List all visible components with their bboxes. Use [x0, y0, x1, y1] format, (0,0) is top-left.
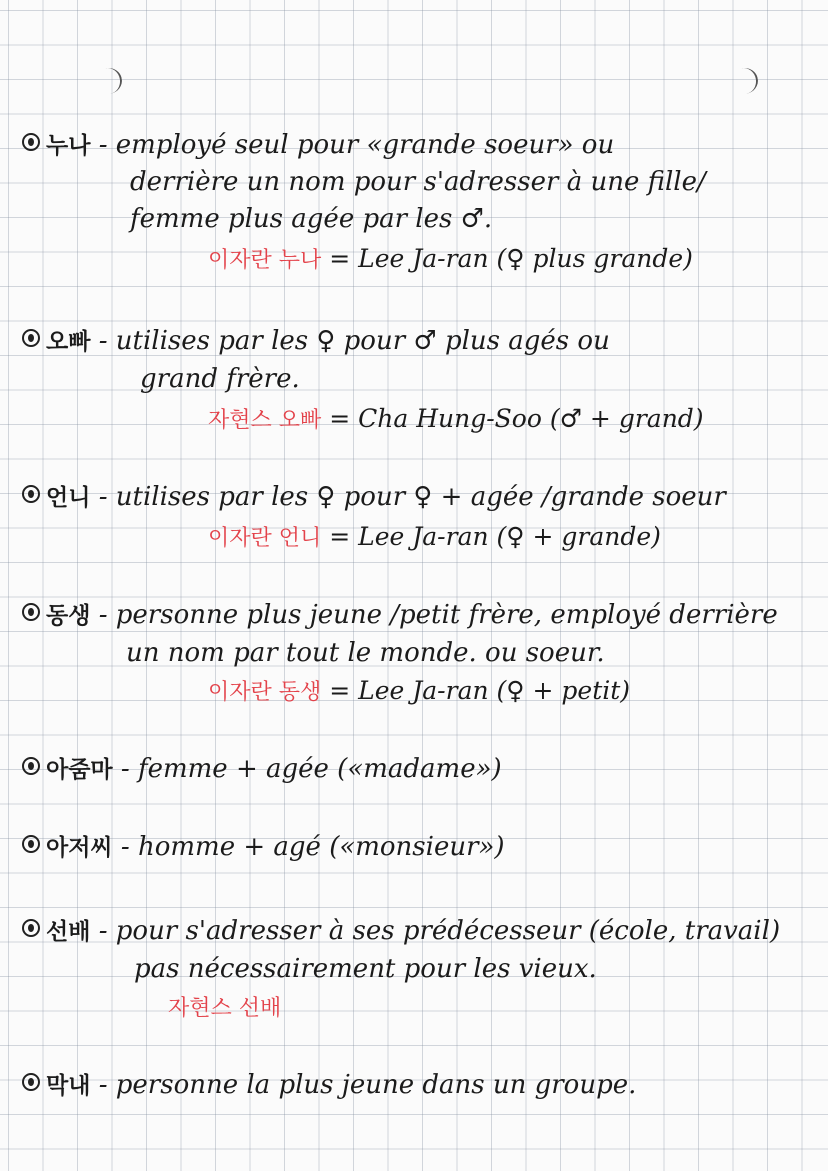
entry-line: employé seul pour «grande soeur» ou — [115, 130, 615, 160]
bullet-icon — [22, 485, 40, 503]
entry-term: 동생 — [46, 603, 91, 629]
bullet-icon — [22, 133, 40, 151]
entry-term: 선배 — [46, 919, 91, 945]
bullet-icon — [22, 919, 40, 937]
entry-line: personne plus jeune /petit frère, employé derrière — [115, 600, 778, 630]
entry-line: grand frère. — [140, 364, 300, 394]
bullet-icon — [22, 757, 40, 775]
example-translation: = Cha Hung-Soo (♂ + grand) — [329, 404, 704, 433]
entry-example — [208, 402, 704, 438]
example-korean: 이자란 언니 — [208, 526, 322, 551]
entry-example — [208, 520, 661, 556]
punch-hole-right — [728, 66, 760, 96]
entry-example — [168, 990, 281, 1026]
entry-term: 언니 — [46, 485, 91, 511]
bullet-icon — [22, 1073, 40, 1091]
entry-term: 막내 — [46, 1073, 91, 1099]
entry-line: un nom par tout le monde. ou soeur. — [126, 638, 605, 668]
entry-term: 아줌마 — [46, 757, 113, 783]
example-translation: = Lee Ja-ran (♀ + petit) — [329, 676, 631, 705]
entry-line: pas nécessairement pour les vieux. — [134, 954, 597, 984]
entry-line: personne la plus jeune dans un groupe. — [115, 1070, 637, 1100]
entry-example — [208, 242, 693, 278]
entry-line: femme + agée («madame») — [137, 754, 502, 784]
example-korean: 자현스 선배 — [168, 996, 282, 1021]
entry-line: femme plus agée par les ♂. — [130, 204, 493, 234]
bullet-icon — [22, 835, 40, 853]
bullet-icon — [22, 603, 40, 621]
example-korean: 이자란 동생 — [208, 680, 322, 705]
entry-example — [208, 674, 630, 710]
punch-hole-left — [92, 66, 124, 96]
entry-term: 오빠 — [46, 329, 91, 355]
entry-line: utilises par les ♀ pour ♀ + agée /grande soeur — [115, 482, 726, 512]
entry-line: utilises par les ♀ pour ♂ plus agés ou — [115, 326, 610, 356]
entry-line: pour s'adresser à ses prédécesseur (école, travail) — [115, 916, 781, 946]
example-korean: 이자란 누나 — [208, 248, 322, 273]
example-korean: 자현스 오빠 — [208, 408, 322, 433]
entry-line: homme + agé («monsieur») — [137, 832, 505, 862]
example-translation: = Lee Ja-ran (♀ + grande) — [329, 522, 661, 551]
entry-term: 아저씨 — [46, 835, 113, 861]
example-translation: = Lee Ja-ran (♀ plus grande) — [329, 244, 693, 273]
bullet-icon — [22, 329, 40, 347]
entry-term: 누나 — [46, 133, 91, 159]
entry-line: derrière un nom pour s'adresser à une fille/ — [130, 167, 706, 197]
